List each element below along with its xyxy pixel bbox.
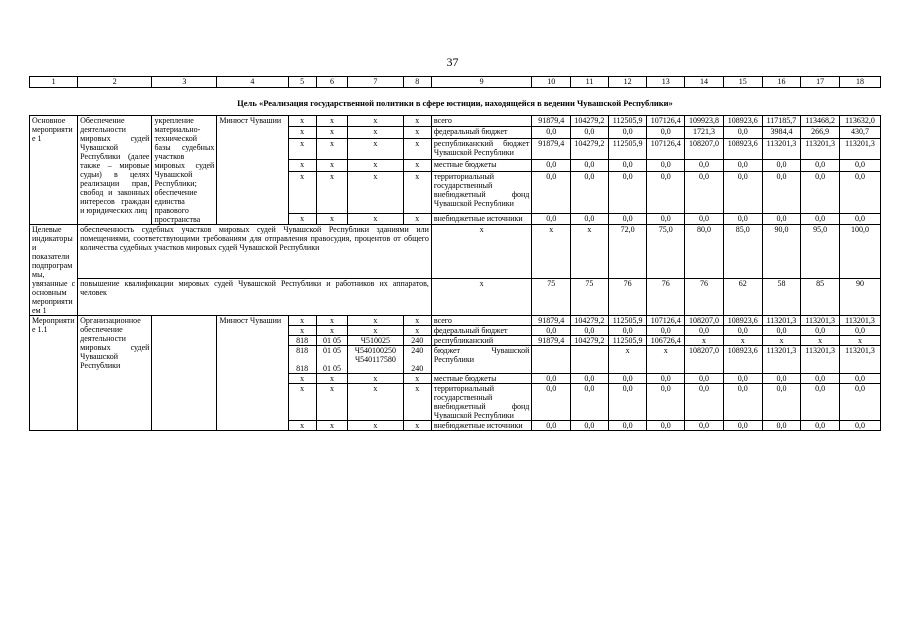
funding-source: внебюджетные источники xyxy=(431,421,531,431)
funding-source: местные бюджеты xyxy=(431,160,531,171)
page-number: 37 xyxy=(446,55,459,69)
budget-code: x xyxy=(403,316,431,326)
budget-code: x xyxy=(403,326,431,336)
budget-code: x xyxy=(316,116,347,127)
budget-code: 818 xyxy=(288,336,316,346)
year-value: x xyxy=(723,336,762,346)
col-num: 11 xyxy=(571,77,609,88)
year-value: 113201,3 xyxy=(762,316,801,326)
budget-code: x xyxy=(348,374,403,384)
budget-code: x xyxy=(316,316,347,326)
year-value: 0,0 xyxy=(608,160,647,171)
year-value: x xyxy=(571,225,609,279)
budget-code: x xyxy=(316,160,347,171)
col-num: 16 xyxy=(762,77,801,88)
year-value: 106726,4 xyxy=(647,336,685,346)
budget-code: x xyxy=(348,326,403,336)
year-value: 0,0 xyxy=(840,384,881,421)
year-value: 0,0 xyxy=(723,421,762,431)
year-value: 0,0 xyxy=(840,421,881,431)
year-value: 76 xyxy=(685,279,724,316)
year-value: 104279,2 xyxy=(571,138,609,160)
funding-source: территориальный государственный внебюджетный фонд Чувашской Республики xyxy=(431,171,531,213)
year-value: 0,0 xyxy=(685,421,724,431)
budget-code: x xyxy=(288,160,316,171)
year-value: 0,0 xyxy=(762,326,801,336)
indicator-row xyxy=(30,279,881,316)
year-value: 108207,0 xyxy=(685,138,724,160)
year-value: 0,0 xyxy=(647,384,685,421)
year-value: 113201,3 xyxy=(762,138,801,160)
col-num: 7 xyxy=(348,77,403,88)
year-value: 107126,4 xyxy=(647,116,685,127)
budget-code: Ч540100250 Ч540117580 xyxy=(348,346,403,374)
year-value: 108207,0 xyxy=(685,316,724,326)
budget-code: 240 240 xyxy=(403,346,431,374)
col-num: 5 xyxy=(288,77,316,88)
budget-code: x xyxy=(403,127,431,138)
budget-code: x xyxy=(288,213,316,224)
year-value: 113201,3 xyxy=(840,138,881,160)
budget-code: x xyxy=(348,171,403,213)
budget-code: x xyxy=(403,171,431,213)
responsible-executor: Минюст Чувашии xyxy=(217,116,288,225)
indicator-marker: x xyxy=(431,279,531,316)
year-value: 0,0 xyxy=(608,213,647,224)
funding-source: бюджет Чувашской Республики xyxy=(431,346,531,374)
year-value: 113201,3 xyxy=(801,138,840,160)
year-value: 104279,2 xyxy=(571,316,609,326)
year-value: 104279,2 xyxy=(571,116,609,127)
year-value: 62 xyxy=(723,279,762,316)
year-value: 0,0 xyxy=(532,160,571,171)
year-value: 113201,3 xyxy=(801,346,840,374)
year-value: 72,0 xyxy=(608,225,647,279)
year-value: 108923,6 xyxy=(723,116,762,127)
budget-code: 01 05 01 05 xyxy=(316,346,347,374)
col-num: 8 xyxy=(403,77,431,88)
year-value: 90 xyxy=(840,279,881,316)
budget-code: x xyxy=(403,384,431,421)
year-value: 91879,4 xyxy=(532,336,571,346)
year-value: x xyxy=(840,336,881,346)
budget-code: x xyxy=(403,138,431,160)
year-value: 85 xyxy=(801,279,840,316)
year-value: 0,0 xyxy=(532,171,571,213)
budget-code: x xyxy=(316,213,347,224)
measure-result: укрепление материально-технической базы судебных участков мировых судей Чувашской Республики; обеспечение единства правового пространства xyxy=(152,116,217,225)
year-value: 0,0 xyxy=(762,160,801,171)
measure-name: Мероприятие 1.1 xyxy=(30,316,78,431)
indicator-marker: x xyxy=(431,225,531,279)
budget-code: x xyxy=(288,384,316,421)
col-num: 9 xyxy=(431,77,531,88)
funding-source: республиканский бюджет Чувашской Республики xyxy=(431,138,531,160)
budget-code: x xyxy=(348,116,403,127)
year-value: 75,0 xyxy=(647,225,685,279)
budget-code: x xyxy=(348,138,403,160)
col-num: 3 xyxy=(152,77,217,88)
year-value: 91879,4 xyxy=(532,316,571,326)
year-value: 0,0 xyxy=(685,213,724,224)
year-value: 0,0 xyxy=(840,160,881,171)
budget-code: x xyxy=(316,374,347,384)
year-value: 107126,4 xyxy=(647,138,685,160)
col-num: 4 xyxy=(217,77,288,88)
funding-source: всего xyxy=(431,316,531,326)
indicator-text: повышение квалификации мировых судей Чувашской Республики и работников их аппаратов, человек xyxy=(78,279,432,316)
budget-code: x xyxy=(316,421,347,431)
year-value: x xyxy=(685,336,724,346)
year-value: 0,0 xyxy=(685,384,724,421)
budget-code: Ч510025 xyxy=(348,336,403,346)
funding-source: всего xyxy=(431,116,531,127)
year-value: 0,0 xyxy=(762,374,801,384)
year-value: 0,0 xyxy=(840,374,881,384)
col-num: 14 xyxy=(685,77,724,88)
col-num: 13 xyxy=(647,77,685,88)
year-value: 0,0 xyxy=(647,127,685,138)
funding-source: республиканский xyxy=(431,336,531,346)
year-value: 0,0 xyxy=(723,384,762,421)
year-value: 104279,2 xyxy=(571,336,609,346)
year-value: 0,0 xyxy=(571,213,609,224)
budget-code: x xyxy=(348,127,403,138)
funding-source: федеральный бюджет xyxy=(431,326,531,336)
budget-code: 240 xyxy=(403,336,431,346)
year-value: 108923,6 xyxy=(723,346,762,374)
year-value: 0,0 xyxy=(571,127,609,138)
indicator-row xyxy=(30,225,881,279)
indicators-label: Целевые индикаторы и показатели подпрограммы, увязанные с основным мероприятием 1 xyxy=(30,225,78,316)
goal-title: Цель «Реализация государственной политики в сфере юстиции, находящейся в ведении Чувашской Республики» xyxy=(30,88,881,116)
year-value: 109923,8 xyxy=(685,116,724,127)
year-value: 430,7 xyxy=(840,127,881,138)
budget-code: x xyxy=(316,138,347,160)
year-value: 113201,3 xyxy=(840,346,881,374)
year-value: 0,0 xyxy=(723,127,762,138)
year-value: 266,9 xyxy=(801,127,840,138)
year-value: 113201,3 xyxy=(840,316,881,326)
year-value: 0,0 xyxy=(647,374,685,384)
year-value: 76 xyxy=(608,279,647,316)
year-value: 113632,0 xyxy=(840,116,881,127)
year-value: 0,0 xyxy=(608,374,647,384)
col-num: 1 xyxy=(30,77,78,88)
budget-code: x xyxy=(348,213,403,224)
measure-title: Организационное обеспечение деятельности мировых судей Чувашской Республики xyxy=(78,316,152,431)
year-value: 0,0 xyxy=(840,326,881,336)
col-num: 15 xyxy=(723,77,762,88)
year-value: 75 xyxy=(571,279,609,316)
budget-code: x xyxy=(348,160,403,171)
budget-code: x xyxy=(288,316,316,326)
year-value: 0,0 xyxy=(723,326,762,336)
year-value: 0,0 xyxy=(685,171,724,213)
year-value: 76 xyxy=(647,279,685,316)
year-value: 108923,6 xyxy=(723,316,762,326)
year-value: 0,0 xyxy=(608,421,647,431)
year-value: 3984,4 xyxy=(762,127,801,138)
budget-code: x xyxy=(316,171,347,213)
year-value: 0,0 xyxy=(685,160,724,171)
year-value: 1721,3 xyxy=(685,127,724,138)
year-value: 0,0 xyxy=(647,160,685,171)
budget-code: 818 818 xyxy=(288,346,316,374)
year-value: 112505,9 xyxy=(608,116,647,127)
year-value: 0,0 xyxy=(532,213,571,224)
year-value: 0,0 xyxy=(840,171,881,213)
year-value: 85,0 xyxy=(723,225,762,279)
year-value: 90,0 xyxy=(762,225,801,279)
year-value: 0,0 xyxy=(571,326,609,336)
main-measure-row xyxy=(30,116,881,127)
sub-measure-row xyxy=(30,316,881,326)
year-value: 0,0 xyxy=(647,213,685,224)
year-value: 113201,3 xyxy=(762,346,801,374)
year-value: 0,0 xyxy=(647,171,685,213)
year-value xyxy=(532,346,571,374)
year-value xyxy=(571,346,609,374)
budget-code: x xyxy=(348,421,403,431)
year-value: 0,0 xyxy=(532,384,571,421)
col-num: 17 xyxy=(801,77,840,88)
year-value: 0,0 xyxy=(801,160,840,171)
year-value: 0,0 xyxy=(801,374,840,384)
year-value: 0,0 xyxy=(685,326,724,336)
year-value: x xyxy=(532,225,571,279)
column-number-row xyxy=(30,77,881,88)
year-value: 0,0 xyxy=(685,374,724,384)
funding-source: федеральный бюджет xyxy=(431,127,531,138)
year-value: 112505,9 xyxy=(608,336,647,346)
year-value: 112505,9 xyxy=(608,138,647,160)
year-value: 0,0 xyxy=(647,421,685,431)
col-num: 18 xyxy=(840,77,881,88)
year-value: 0,0 xyxy=(801,171,840,213)
year-value: 0,0 xyxy=(762,213,801,224)
year-value: 0,0 xyxy=(608,326,647,336)
budget-code: x xyxy=(403,160,431,171)
budget-code: x xyxy=(348,316,403,326)
year-value: 91879,4 xyxy=(532,116,571,127)
col-num: 2 xyxy=(78,77,152,88)
year-value: 108923,6 xyxy=(723,138,762,160)
budget-table xyxy=(29,76,881,431)
year-value: 0,0 xyxy=(762,171,801,213)
year-value: 0,0 xyxy=(532,127,571,138)
year-value: 0,0 xyxy=(647,326,685,336)
year-value: 75 xyxy=(532,279,571,316)
measure-name: Основное мероприятие 1 xyxy=(30,116,78,225)
measure-title: Обеспечение деятельности мировых судей Чувашской Республики (далее также – мировые судьи) в целях реализации прав, свобод и законных интересов граждан и юридических лиц xyxy=(78,116,152,225)
year-value: 108207,0 xyxy=(685,346,724,374)
year-value: 0,0 xyxy=(571,160,609,171)
budget-code: x xyxy=(403,213,431,224)
year-value: 0,0 xyxy=(571,171,609,213)
year-value: 113201,3 xyxy=(801,316,840,326)
budget-code: x xyxy=(288,116,316,127)
budget-code: x xyxy=(403,374,431,384)
budget-code: x xyxy=(288,374,316,384)
budget-code: x xyxy=(403,116,431,127)
budget-code: x xyxy=(288,171,316,213)
year-value: 0,0 xyxy=(532,326,571,336)
budget-code: x xyxy=(288,127,316,138)
funding-source: местные бюджеты xyxy=(431,374,531,384)
indicator-text: обеспеченность судебных участков мировых судей Чувашской Республики зданиями или помещениями, соответствующими требованиям для отправления правосудия, процентов от общего количества судебных участков мировых судей Чувашской Республики xyxy=(78,225,432,279)
budget-code: x xyxy=(348,384,403,421)
year-value: 0,0 xyxy=(571,421,609,431)
budget-code: x xyxy=(288,138,316,160)
year-value: 0,0 xyxy=(608,171,647,213)
year-value: x xyxy=(801,336,840,346)
budget-code: x xyxy=(316,326,347,336)
year-value: 100,0 xyxy=(840,225,881,279)
year-value: 112505,9 xyxy=(608,316,647,326)
year-value: x xyxy=(762,336,801,346)
year-value: 58 xyxy=(762,279,801,316)
year-value: 0,0 xyxy=(840,213,881,224)
year-value: 113468,2 xyxy=(801,116,840,127)
year-value: x xyxy=(608,346,647,374)
budget-code: x xyxy=(288,326,316,336)
goal-row xyxy=(30,88,881,116)
col-num: 10 xyxy=(532,77,571,88)
col-num: 6 xyxy=(316,77,347,88)
year-value: 0,0 xyxy=(723,171,762,213)
year-value: 0,0 xyxy=(532,374,571,384)
year-value: 0,0 xyxy=(723,160,762,171)
budget-code: x xyxy=(316,127,347,138)
budget-code: x xyxy=(288,421,316,431)
year-value: 0,0 xyxy=(762,384,801,421)
year-value: 0,0 xyxy=(723,213,762,224)
year-value: 0,0 xyxy=(762,421,801,431)
year-value: 0,0 xyxy=(801,213,840,224)
year-value: 0,0 xyxy=(801,384,840,421)
year-value: 0,0 xyxy=(532,421,571,431)
year-value: 0,0 xyxy=(801,421,840,431)
year-value: 0,0 xyxy=(608,127,647,138)
year-value: 107126,4 xyxy=(647,316,685,326)
budget-code: x xyxy=(316,384,347,421)
table-body xyxy=(30,77,881,431)
year-value: 91879,4 xyxy=(532,138,571,160)
year-value: 0,0 xyxy=(608,384,647,421)
year-value: 0,0 xyxy=(571,384,609,421)
year-value: 0,0 xyxy=(723,374,762,384)
year-value: 0,0 xyxy=(801,326,840,336)
year-value: x xyxy=(647,346,685,374)
year-value: 80,0 xyxy=(685,225,724,279)
col-num: 12 xyxy=(608,77,647,88)
funding-source: внебюджетные источники xyxy=(431,213,531,224)
year-value: 117185,7 xyxy=(762,116,801,127)
year-value: 95,0 xyxy=(801,225,840,279)
responsible-executor: Минюст Чувашии xyxy=(217,316,288,431)
budget-code: 01 05 xyxy=(316,336,347,346)
measure-result xyxy=(152,316,217,431)
budget-code: x xyxy=(403,421,431,431)
year-value: 0,0 xyxy=(571,374,609,384)
funding-source: территориальный государственный внебюджетный фонд Чувашской Республики xyxy=(431,384,531,421)
